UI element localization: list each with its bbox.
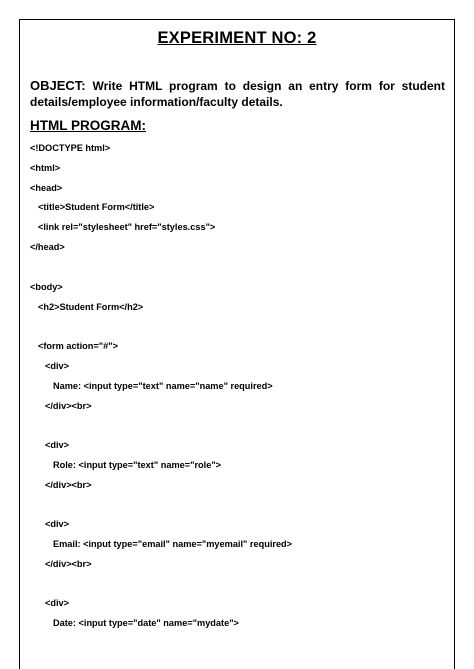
code-line: Date: <input type="date" name="mydate">: [53, 618, 239, 628]
code-line: Name: <input type="text" name="name" required>: [53, 381, 273, 391]
code-line: <head>: [30, 183, 63, 193]
code-line: <!DOCTYPE html>: [30, 143, 111, 153]
object-text: Write HTML program to design an entry form for student details/employee information/faculty details.: [30, 79, 445, 109]
code-line: <div>: [45, 519, 70, 529]
code-line: </div><br>: [45, 480, 92, 490]
code-line: </div><br>: [45, 559, 92, 569]
code-line: <html>: [30, 163, 61, 173]
code-line: <body>: [30, 282, 63, 292]
code-line: Email: <input type="email" name="myemail" required>: [53, 539, 293, 549]
code-line: <div>: [45, 361, 70, 371]
code-line: <title>Student Form</title>: [38, 202, 155, 212]
code-line: Role: <input type="text" name="role">: [53, 460, 222, 470]
section-heading: HTML PROGRAM:: [30, 118, 146, 133]
code-line: </div><br>: [45, 401, 92, 411]
code-line: <link rel="stylesheet" href="styles.css">: [38, 222, 216, 232]
code-line: <div>: [45, 598, 70, 608]
code-line: <form action="#">: [38, 341, 118, 351]
object-label: OBJECT:: [30, 78, 86, 93]
code-line: </head>: [30, 242, 65, 252]
page-title: EXPERIMENT NO: 2: [157, 29, 317, 47]
code-line: <h2>Student Form</h2>: [38, 302, 144, 312]
object-paragraph: [30, 78, 445, 110]
code-line: <div>: [45, 440, 70, 450]
